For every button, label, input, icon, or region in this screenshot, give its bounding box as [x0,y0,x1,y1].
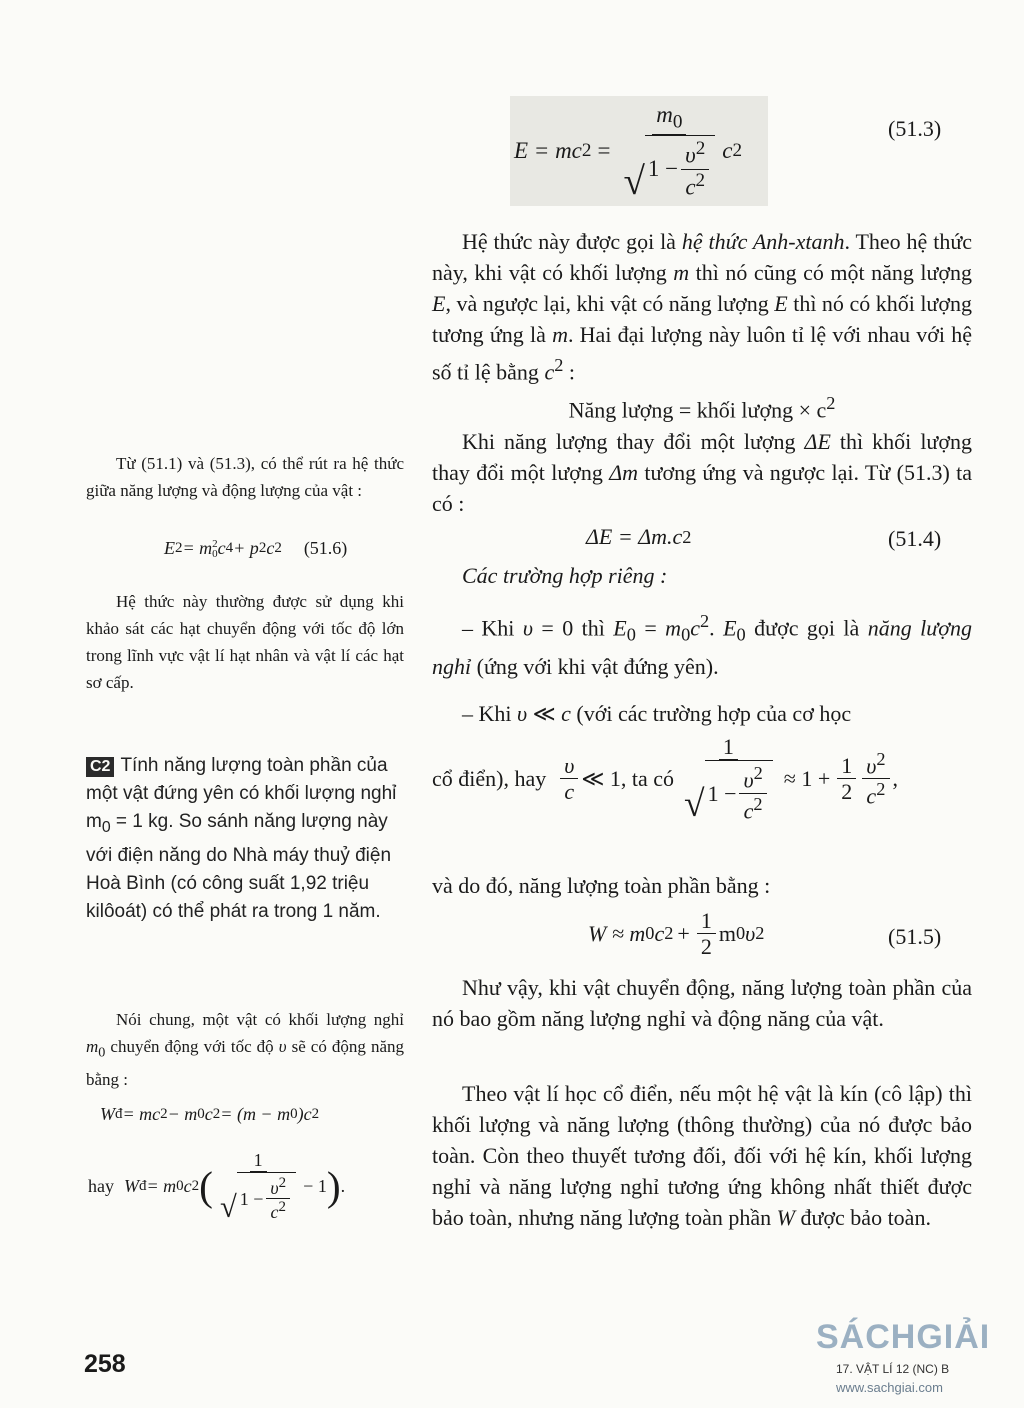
case-classical: – Khi υ ≪ c (với các trường hợp của cơ học [462,701,852,726]
paragraph-conclusion: Như vậy, khi vật chuyển động, năng lượng toàn phần của nó bao gồm năng lượng nghỉ và động năng của vật. [432,975,972,1031]
paragraph-total-energy: và do đó, năng lượng toàn phần bằng : [432,873,771,898]
equation-label-51-3: (51.3) [888,116,942,141]
equation-51-3: E = mc 2 = $m_0$ √ 1 − $\frac{\upsilon^2}{c^2}$ c 2 [514,102,743,203]
book-footer: 17. VẬT LÍ 12 (NC) B [836,1362,950,1376]
paragraph-delta: Khi năng lượng thay đổi một lượng ΔE thì khối lượng thay đổi một lượng Δm tương ứng và ngược lại. Từ (51.3) ta có : [432,429,972,516]
page-number: 258 [84,1350,126,1378]
equation-51-4: ΔE = Δm.c 2 [586,524,692,549]
paragraph-einstein: Hệ thức này được gọi là hệ thức Anh-xtanh. Theo hệ thức này, khi vật có khối lượng m thì nó cũng có một năng lượng E, và ngược lại, khi vật có năng lượng E thì nó có khối lượng tương ứng là m. Hai đại lượng này luôn tỉ lệ với nhau với hệ số tỉ lệ bằng $c^2$ : [432,229,973,385]
cases-title: Các trường hợp riêng : [462,563,668,588]
paragraph-conservation: Theo vật lí học cổ điển, nếu một hệ vật là kín (cô lập) thì khối lượng và năng lượng (thông thường) của nó được bảo toàn. Còn theo thuyết tương đối, đối với hệ kín, khối lượng nghỉ và năng lượng nghỉ tương ứng không nhất thiết được bảo toàn, nhưng năng lượng toàn phần W được bảo toàn. [432,1081,972,1230]
equation-51-6: E 2 = m 2 0 c 4 + p 2 c 2 (51.6) [164,537,348,560]
equation-kinetic-energy-1: W đ = mc 2 − m 0 c 2 = (m − m 0 )c 2 [100,1104,320,1124]
sidebar-note-1: Từ (51.1) và (51.3), có thể rút ra hệ thức giữa năng lượng và động lượng của vật : [86,454,404,500]
c2-badge: C2 [86,757,114,777]
equation-label-51-5: (51.5) [888,924,942,949]
equation-label-51-4: (51.4) [888,526,942,551]
watermark-url: www.sachgiai.com [836,1380,943,1395]
equation-51-5: W ≈ m 0 c 2 + $\frac{1}{2}$ m 0 υ 2 [588,908,765,960]
sidebar-note-3: Nói chung, một vật có khối lượng nghỉ $m_0$ chuyển động với tốc độ υ sẽ có động năng bằng : [86,1010,404,1090]
equation-kinetic-energy-2: hay W đ = m 0 c 2 ( 1 √ 1 − $\frac{\upsilon^2}{c^2}$ − 1 ) . [88,1150,346,1225]
sqrt: √ 1 − $\frac{\upsilon^2}{c^2}$ [623,135,715,201]
fraction: $m_0$ √ 1 − $\frac{\upsilon^2}{c^2}$ [619,102,719,201]
exercise-c2: C2 Tính năng lượng toàn phần của một vật đứng yên có khối lượng nghỉ $m_0 = 1$ kg. So sánh năng lượng này với điện năng do Nhà máy thuỷ điện Hoà Bình (có công suất 1,92 triệu kilôoát) có thể phát ra trong 1 năm. [86,755,397,922]
case-rest-energy: – Khi υ = 0 thì $E_0 = m_0c^2$. $E_0$ được gọi là năng lượng nghỉ (ứng với khi vật đứng yên). [432,611,972,679]
case-classical-approx: cổ điển), hay $\frac{\upsilon}{c}$ ≪ 1, ta có 1 √ 1 − $\frac{\upsilon^2}{c^2}$ ≈ 1 + $\frac{1}{2}$ $\frac{\upsilon^2}{c^2}$ , [432,734,899,826]
watermark-logo: SÁCHGIẢI [816,1318,991,1356]
sidebar-note-2: Hệ thức này thường được sử dụng khi khảo sát các hạt chuyển động với tốc độ lớn trong lĩnh vực vật lí hạt nhân và vật lí các hạt sơ cấp. [86,592,404,692]
rule-line: Năng lượng = khối lượng × $c^2$ [568,393,836,423]
